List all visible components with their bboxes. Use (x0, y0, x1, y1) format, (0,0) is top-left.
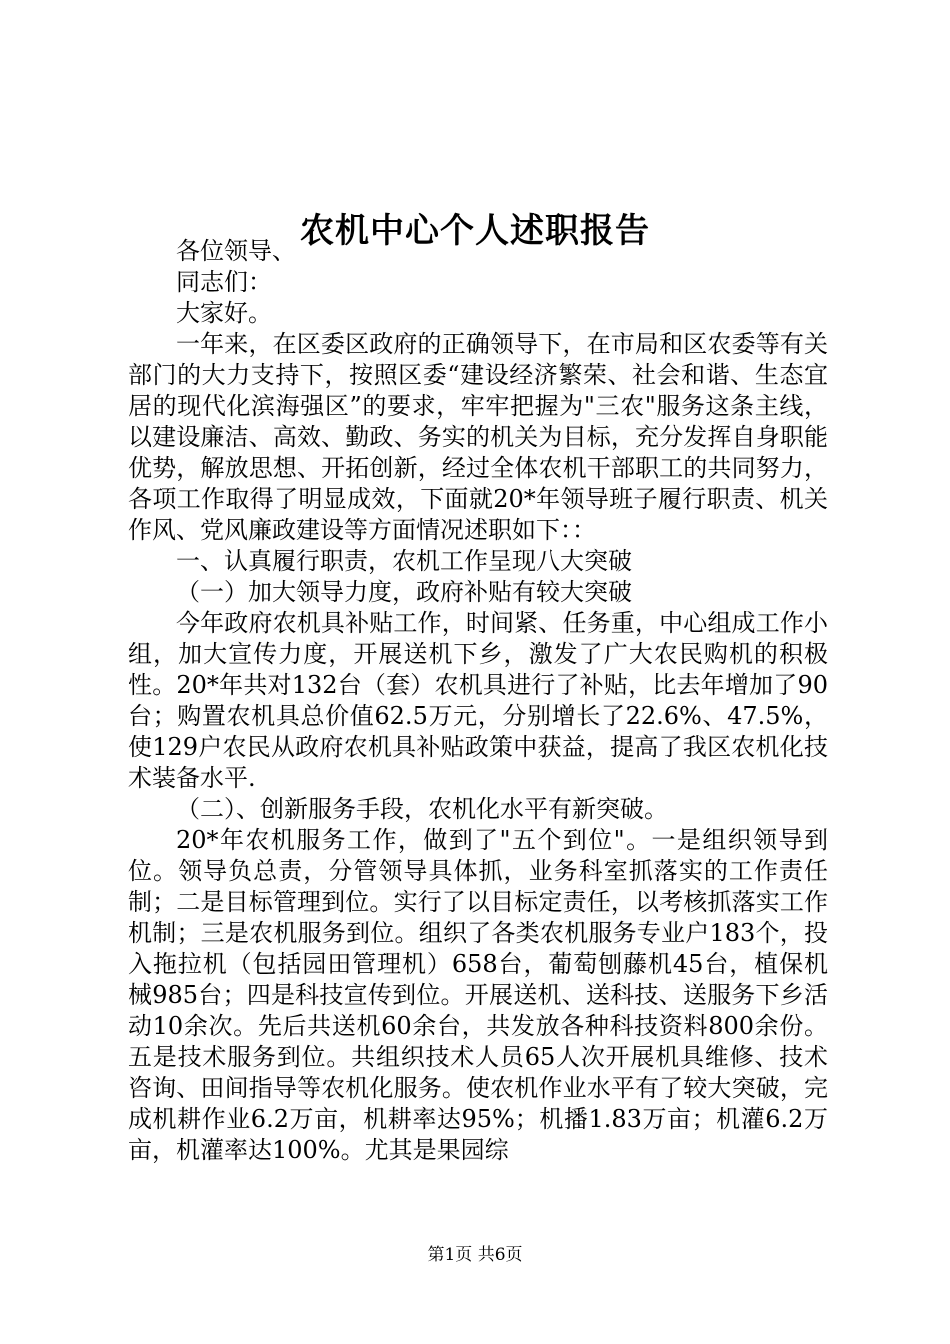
subsection-heading-1: （一）加大领导力度，政府补贴有较大突破 (176, 578, 632, 606)
section-heading-1: 一、认真履行职责，农机工作呈现八大突破 (176, 547, 632, 575)
salutation-comrades: 同志们： (176, 268, 272, 296)
subsidy-paragraph: 今年政府农机具补贴工作，时间紧、任务重，中心组成工作小组，加大宣传力度，开展送机下乡，激发了广大农民购机的积极性。20*年共对132台（套）农机具进行了补贴，比去年增加了90台；购置农机具总价值62.5万元，分别增长了22.6%、47.5%，使129户农民从政府农机具补贴政策中获益，提高了我区农机化技术装备水平. (128, 609, 828, 792)
intro-paragraph: 一年来，在区委区政府的正确领导下，在市局和区农委等有关部门的大力支持下，按照区委“建设经济繁荣、社会和谐、生态宜居的现代化滨海强区”的要求，牢牢把握为"三农"服务这条主线，以建设廉洁、高效、勤政、务实的机关为目标，充分发挥自身职能优势，解放思想、开拓创新，经过全体农机干部职工的共同努力，各项工作取得了明显成效，下面就20*年领导班子履行职责、机关作风、党风廉政建设等方面情况述职如下：： (128, 330, 828, 544)
document-body (128, 236, 828, 1166)
salutation-leaders: 各位领导、 (176, 237, 296, 265)
service-paragraph: 20*年农机服务工作，做到了"五个到位"。一是组织领导到位。领导负总责，分管领导具体抓，业务科室抓落实的工作责任制；二是目标管理到位。实行了以目标定责任，以考核抓落实工作机制；三是农机服务到位。组织了各类农机服务专业户183个，投入拖拉机（包括园田管理机）658台，葡萄刨藤机45台，植保机械985台；四是科技宣传到位。开展送机、送科技、送服务下乡活动10余次。先后共送机60余台，共发放各种科技资料800余份。五是技术服务到位。共组织技术人员65人次开展机具维修、技术咨询、田间指导等农机化服务。使农机作业水平有了较大突破，完成机耕作业6.2万亩，机耕率达95%；机播1.83万亩；机灌6.2万亩，机灌率达100%。尤其是果园综 (128, 826, 828, 1164)
subsection-heading-2: （二）、创新服务手段，农机化水平有新突破。 (176, 795, 668, 823)
document-title: 农机中心个人述职报告 (300, 210, 650, 251)
greeting: 大家好。 (176, 299, 272, 327)
page-footer: 第1页 共6页 (427, 1245, 523, 1265)
